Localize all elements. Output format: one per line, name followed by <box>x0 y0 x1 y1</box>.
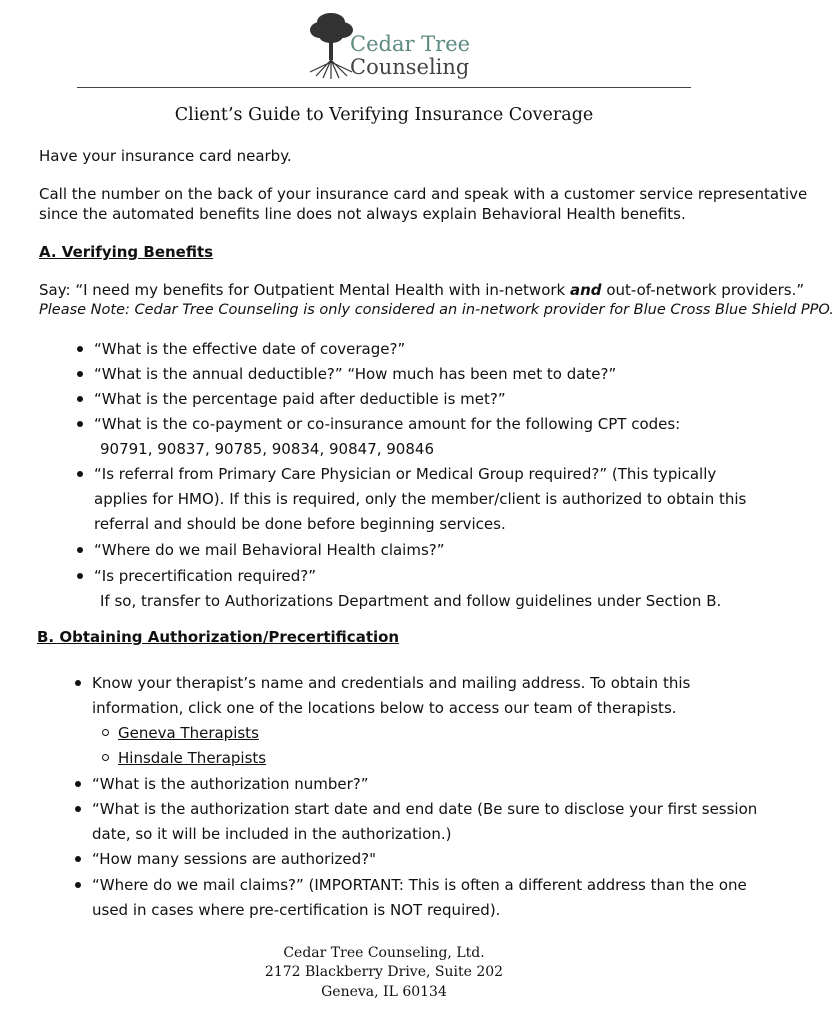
list-item: “Where do we mail claims?” (IMPORTANT: This is often a different address than the one <box>92 876 747 894</box>
list-item-continued: date, so it will be included in the authorization.) <box>92 825 452 843</box>
list-item-continued: used in cases where pre-certification is NOT required). <box>92 901 501 919</box>
bullet-icon <box>77 371 83 377</box>
list-item: “How many sessions are authorized?" <box>92 850 376 868</box>
list-item: “Where do we mail Behavioral Health claims?” <box>94 541 445 559</box>
bullet-icon <box>77 396 83 402</box>
bullet-icon <box>75 680 81 686</box>
logo-name-line1: Cedar Tree <box>350 32 471 56</box>
bullet-icon <box>75 856 81 862</box>
list-item-continued: referral and should be done before beginning services. <box>94 515 506 533</box>
footer-address: 2172 Blackberry Drive, Suite 202 <box>264 964 504 980</box>
section-a-heading: A. Verifying Benefits <box>39 243 214 261</box>
list-item: “What is the authorization number?” <box>92 775 369 793</box>
intro-line-2: Call the number on the back of your insurance card and speak with a customer service representative <box>39 185 808 203</box>
tree-icon <box>306 10 356 80</box>
note-line: Please Note: Cedar Tree Counseling is only considered an in-network provider for Blue Cross Blue Shield PPO. <box>39 302 834 318</box>
say-post: out-of-network providers.” <box>601 281 805 299</box>
bullet-icon <box>77 471 83 477</box>
list-item: “What is the authorization start date and end date (Be sure to disclose your first session <box>92 800 758 818</box>
bullet-icon <box>75 882 81 888</box>
list-item-continued: 90791, 90837, 90785, 90834, 90847, 90846 <box>100 440 434 458</box>
logo <box>306 10 476 82</box>
list-item: Know your therapist’s name and credentials and mailing address. To obtain this <box>92 674 691 692</box>
footer-company: Cedar Tree Counseling, Ltd. <box>283 945 485 961</box>
geneva-therapists-link[interactable]: Geneva Therapists <box>118 724 259 742</box>
list-item: “What is the percentage paid after deductible is met?” <box>94 390 506 408</box>
list-item: “What is the effective date of coverage?” <box>94 340 406 358</box>
bullet-icon <box>77 547 83 553</box>
footer-city: Geneva, IL 60134 <box>321 984 447 1000</box>
list-item-continued: information, click one of the locations below to access our team of therapists. <box>92 699 677 717</box>
sub-bullet-icon <box>102 754 109 761</box>
list-item-continued: If so, transfer to Authorizations Department and follow guidelines under Section B. <box>100 592 722 610</box>
sub-bullet-icon <box>102 729 109 736</box>
intro-line-1: Have your insurance card nearby. <box>39 147 292 165</box>
bullet-icon <box>75 781 81 787</box>
list-item: “Is referral from Primary Care Physician or Medical Group required?” (This typically <box>94 465 717 483</box>
header-divider <box>77 87 691 88</box>
bullet-icon <box>75 806 81 812</box>
hinsdale-therapists-link[interactable]: Hinsdale Therapists <box>118 749 267 767</box>
bullet-icon <box>77 421 83 427</box>
list-item: “What is the co-payment or co-insurance amount for the following CPT codes: <box>94 415 681 433</box>
say-pre: Say: “I need my benefits for Outpatient Mental Health with in-network <box>39 281 570 299</box>
say-line <box>39 280 804 300</box>
say-bold: and <box>570 281 602 299</box>
intro-line-3: since the automated benefits line does not always explain Behavioral Health benefits. <box>39 205 686 223</box>
bullet-icon <box>77 346 83 352</box>
section-b-heading: B. Obtaining Authorization/Precertification <box>37 628 400 646</box>
logo-name-line2: Counseling <box>350 55 470 79</box>
page-title: Client’s Guide to Verifying Insurance Coverage <box>174 105 594 125</box>
bullet-icon <box>77 573 83 579</box>
list-item-continued: applies for HMO). If this is required, only the member/client is authorized to obtain this <box>94 490 747 508</box>
list-item: “What is the annual deductible?” “How much has been met to date?” <box>94 365 617 383</box>
list-item: “Is precertification required?” <box>94 567 317 585</box>
